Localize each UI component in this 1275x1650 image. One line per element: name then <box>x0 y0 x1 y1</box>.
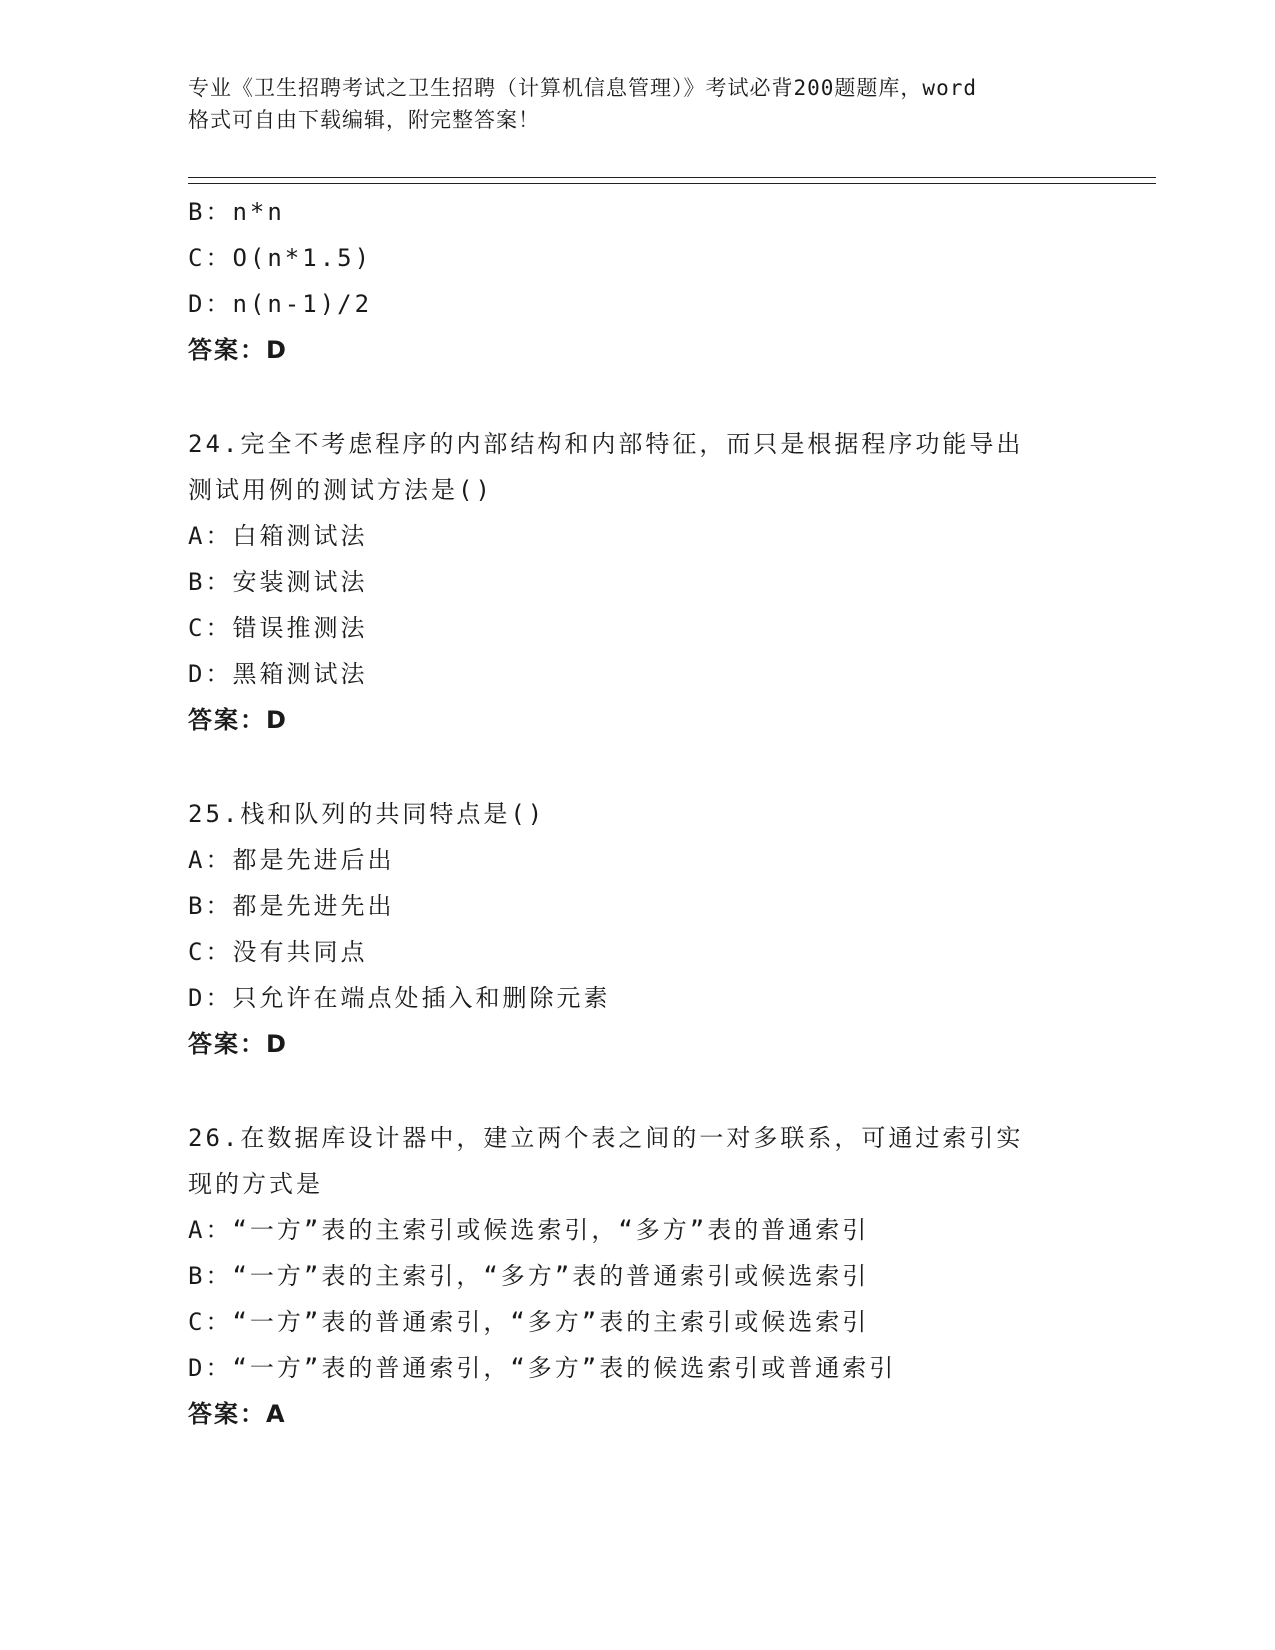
question-text-line: 24.完全不考虑程序的内部结构和内部特征，而只是根据程序功能导出 <box>188 430 1024 458</box>
question-23-continued <box>188 189 1088 373</box>
option-b: B：“一方”表的主索引，“多方”表的普通索引或候选索引 <box>188 1262 870 1290</box>
header-divider-bottom <box>188 183 1156 184</box>
question-26 <box>188 1115 1088 1437</box>
document-body <box>188 189 1088 1437</box>
option-b: B：安装测试法 <box>188 568 368 596</box>
option-c: C：“一方”表的普通索引，“多方”表的主索引或候选索引 <box>188 1308 870 1336</box>
header-line-2: 格式可自由下载编辑，附完整答案！ <box>188 108 540 132</box>
answer: 答案：D <box>188 706 288 734</box>
question-text-line: 现的方式是 <box>188 1170 323 1198</box>
answer: 答案：D <box>188 1030 288 1058</box>
option-d: D：“一方”表的普通索引，“多方”表的候选索引或普通索引 <box>188 1354 897 1382</box>
question-text-line: 测试用例的测试方法是() <box>188 476 493 504</box>
answer: 答案：A <box>188 1400 287 1428</box>
header-divider-top <box>188 177 1156 178</box>
spacer <box>188 373 1088 421</box>
answer: 答案：D <box>188 336 288 364</box>
option-b: B：都是先进先出 <box>188 892 395 920</box>
question-text-line: 25.栈和队列的共同特点是() <box>188 800 546 828</box>
spacer <box>188 743 1088 791</box>
question-24 <box>188 421 1088 743</box>
option-a: A：都是先进后出 <box>188 846 395 874</box>
option-d: D：只允许在端点处插入和删除元素 <box>188 984 611 1012</box>
option-a: A：“一方”表的主索引或候选索引，“多方”表的普通索引 <box>188 1216 870 1244</box>
option-a: A：白箱测试法 <box>188 522 368 550</box>
option-b: B：n*n <box>188 198 285 226</box>
header-line-1: 专业《卫生招聘考试之卫生招聘（计算机信息管理）》考试必背200题题库，word <box>188 76 977 100</box>
option-d: D：n(n-1)/2 <box>188 290 373 318</box>
option-c: C：错误推测法 <box>188 614 368 642</box>
option-d: D：黑箱测试法 <box>188 660 368 688</box>
spacer <box>188 1067 1088 1115</box>
question-text-line: 26.在数据库设计器中，建立两个表之间的一对多联系，可通过索引实 <box>188 1124 1024 1152</box>
question-25 <box>188 791 1088 1067</box>
option-c: C：O(n*1.5) <box>188 244 373 272</box>
option-c: C：没有共同点 <box>188 938 368 966</box>
document-header <box>188 72 1088 136</box>
